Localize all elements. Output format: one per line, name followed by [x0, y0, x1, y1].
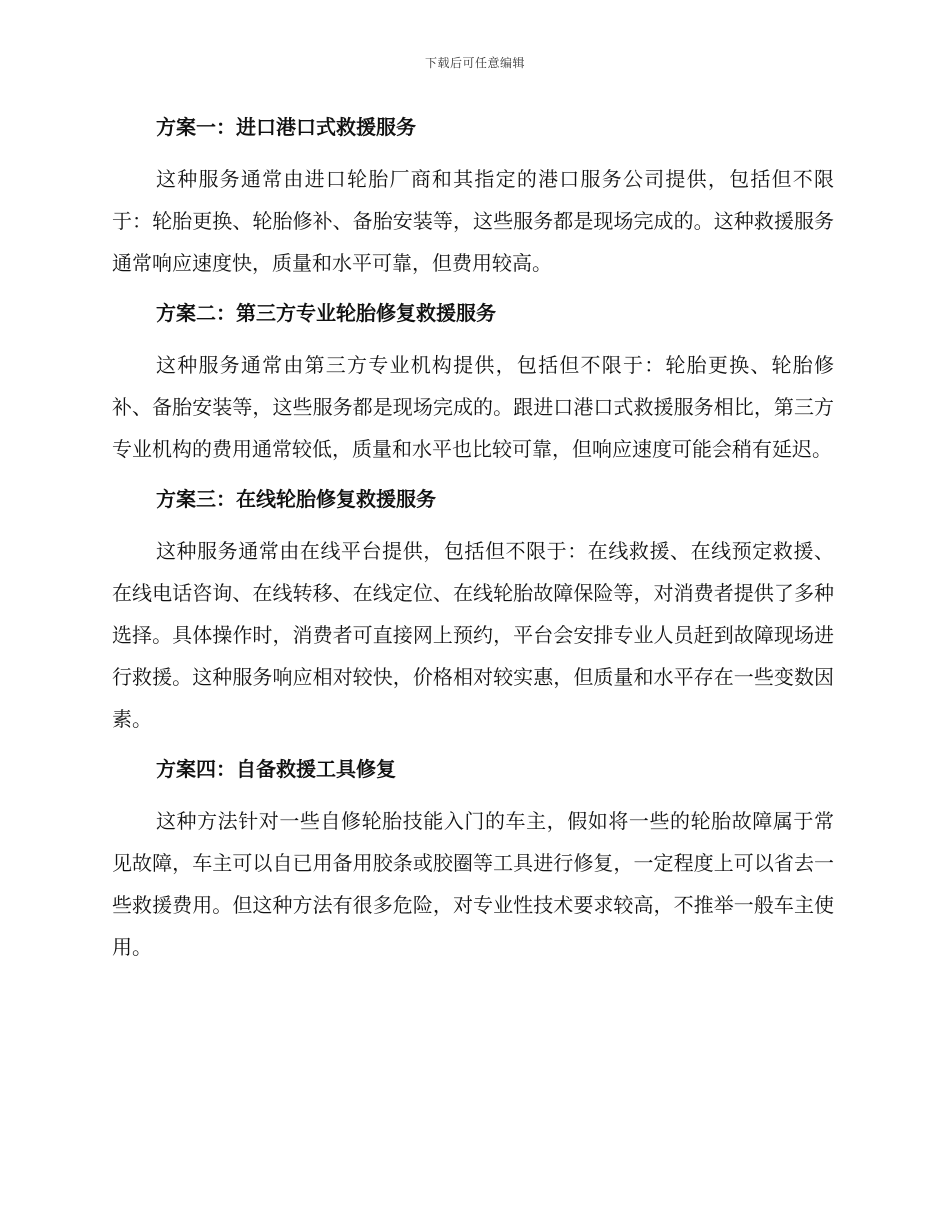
page-header: 下载后可任意编辑 — [424, 56, 525, 70]
section-heading-3: 方案三：在线轮胎修复救援服务 — [156, 487, 436, 511]
section-paragraph-4: 这种方法针对一些自修轮胎技能入门的车主，假如将一些的轮胎故障属于常见故障，车主可以自已用备用胶条或胶圈等工具进行修复，一定程度上可以省去一些救援费用。但这种方法有很多危险，对专业性技术要求较高，不推举一般车主使用。 — [112, 809, 834, 959]
section-paragraph-1: 这种服务通常由进口轮胎厂商和其指定的港口服务公司提供，包括但不限于：轮胎更换、轮胎修补、备胎安装等，这些服务都是现场完成的。这种救援服务通常响应速度快，质量和水平可靠，但费用较高。 — [112, 167, 834, 275]
section-paragraph-3: 这种服务通常由在线平台提供，包括但不限于：在线救援、在线预定救援、在线电话咨询、在线转移、在线定位、在线轮胎故障保险等，对消费者提供了多种选择。具体操作时，消费者可直接网上预约，平台会安排专业人员赶到故障现场进行救援。这种服务响应相对较快，价格相对较实惠，但质量和水平存在一些变数因素。 — [112, 539, 834, 731]
section-paragraph-2: 这种服务通常由第三方专业机构提供，包括但不限于：轮胎更换、轮胎修补、备胎安装等，这些服务都是现场完成的。跟进口港口式救援服务相比，第三方专业机构的费用通常较低，质量和水平也比较可靠，但响应速度可能会稍有延迟。 — [112, 353, 834, 461]
section-heading-2: 方案二：第三方专业轮胎修复救援服务 — [156, 301, 496, 325]
section-heading-1: 方案一：进口港口式救援服务 — [156, 115, 416, 139]
document-body — [112, 110, 834, 980]
section-heading-4: 方案四：自备救援工具修复 — [156, 757, 396, 781]
